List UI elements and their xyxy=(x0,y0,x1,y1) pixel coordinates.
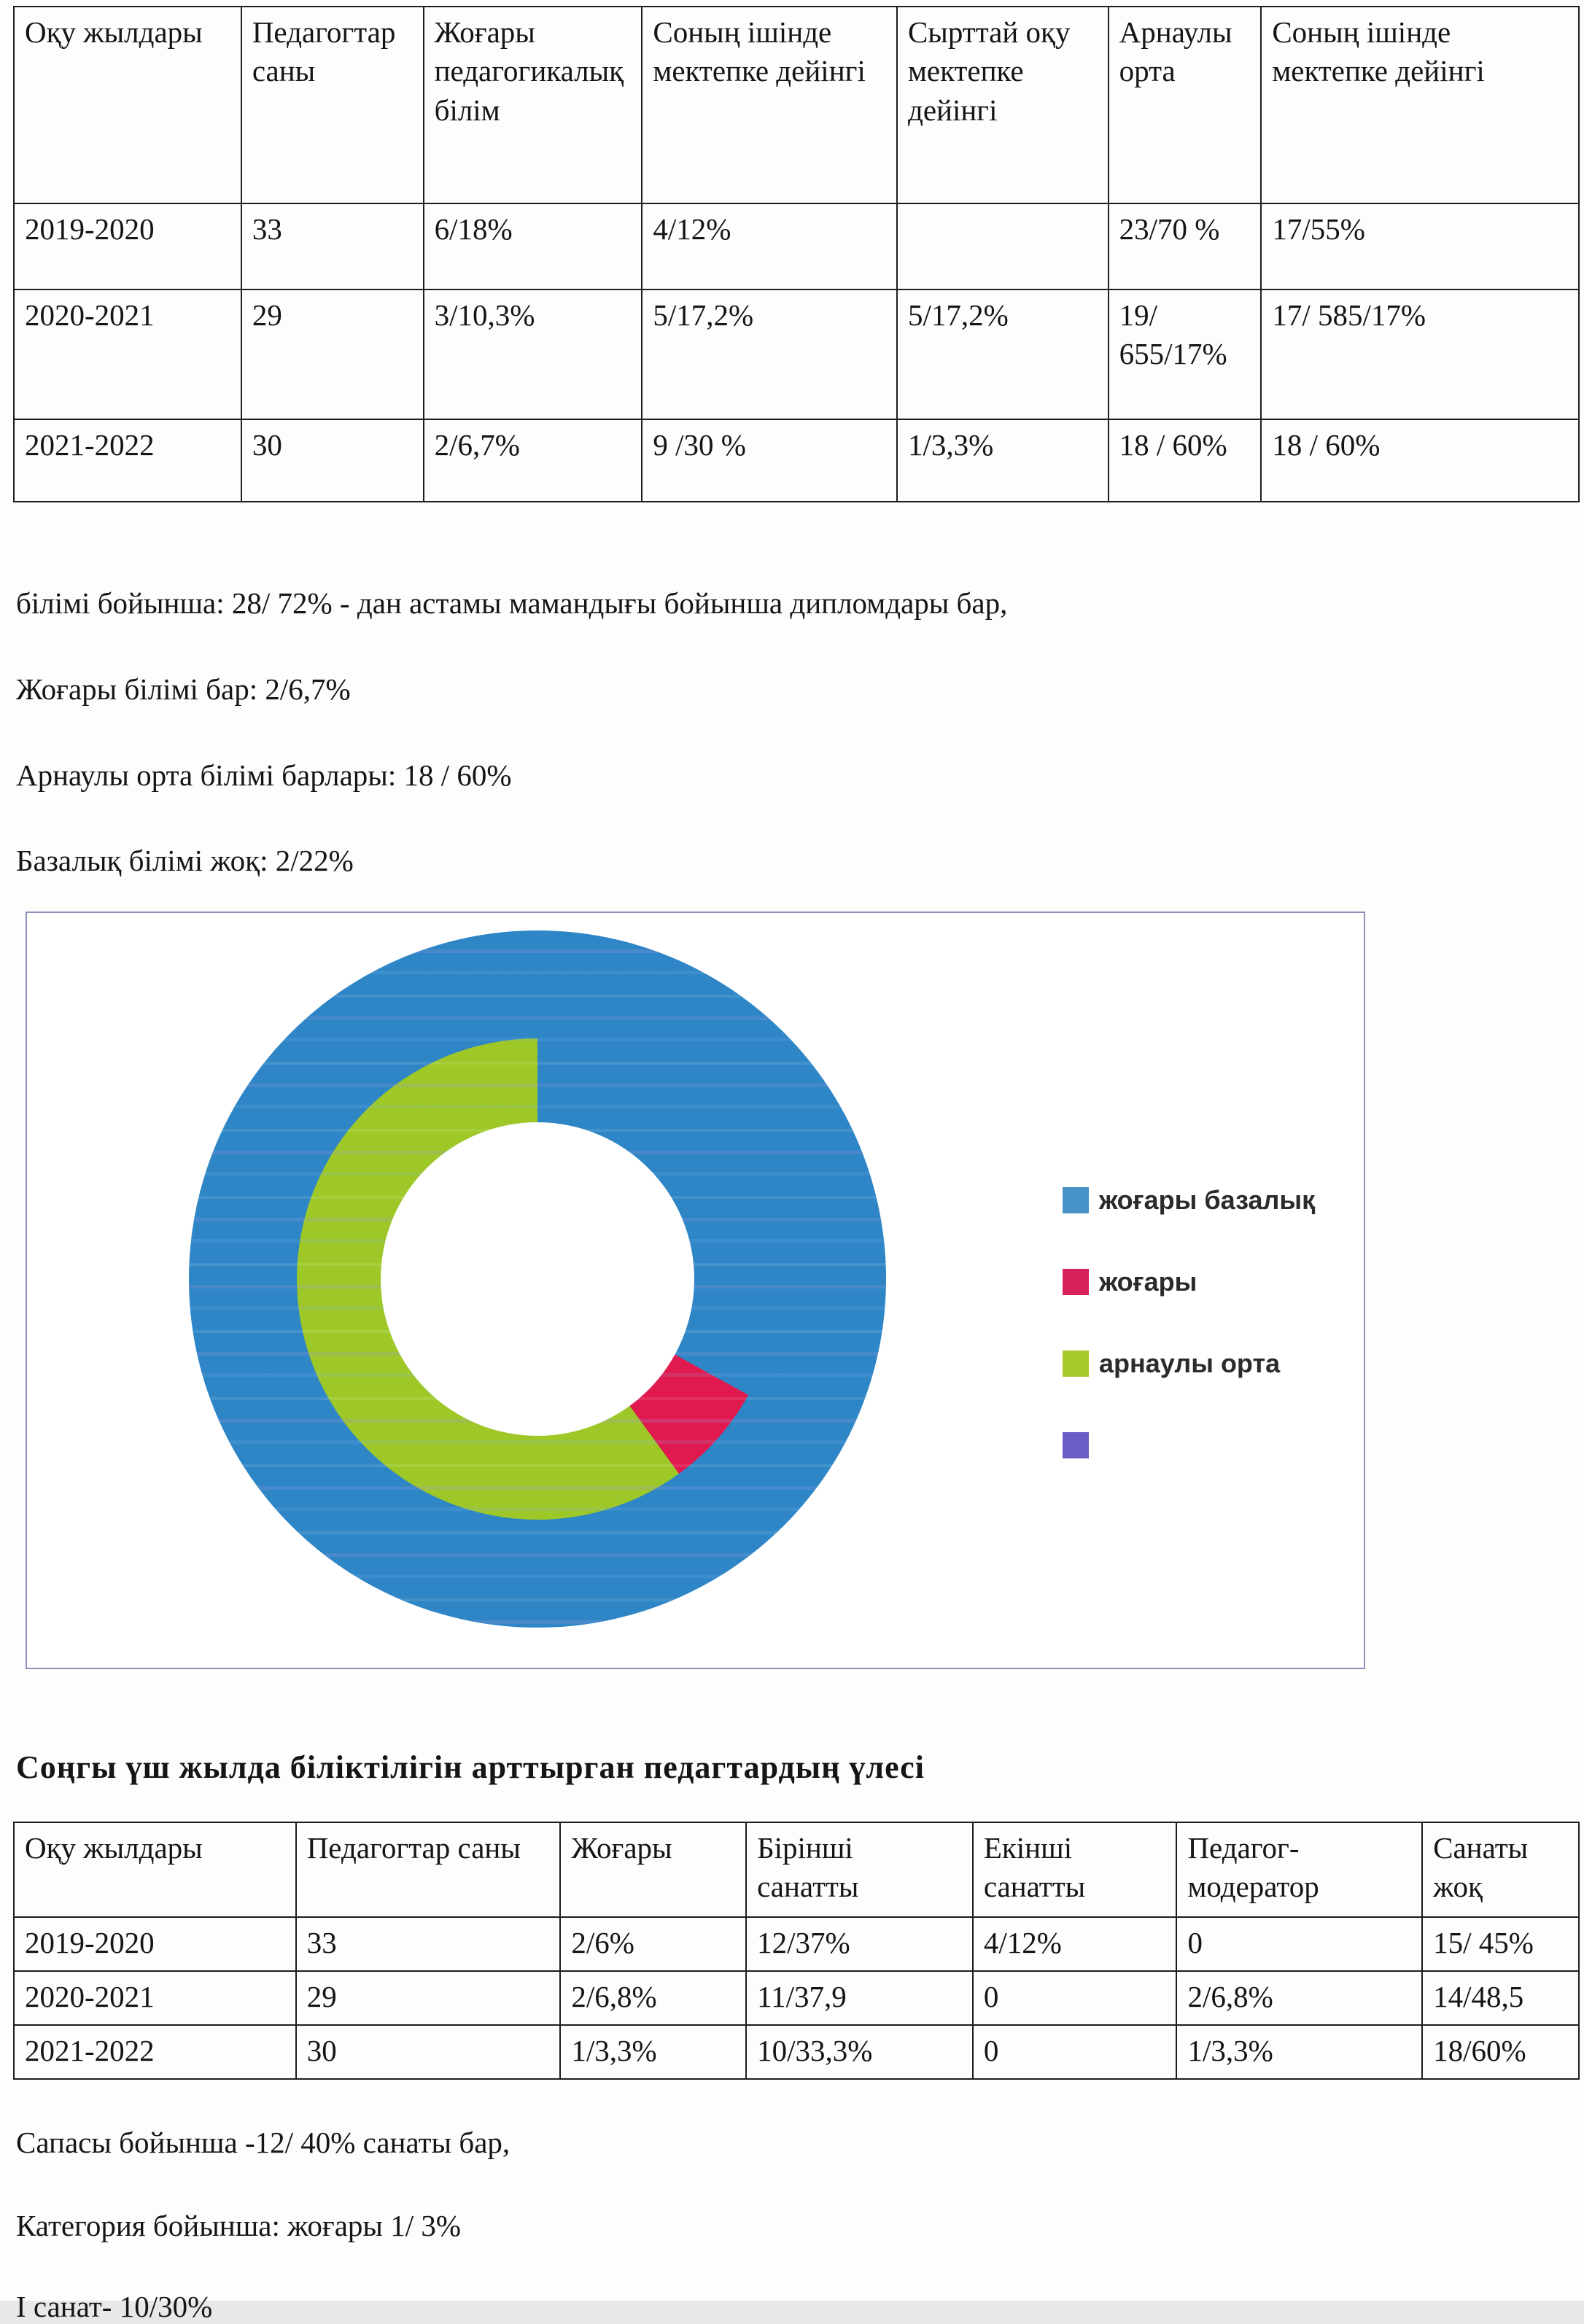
legend-label: жоғары базалық xyxy=(1099,1185,1316,1215)
doughnut-plot-area xyxy=(189,930,886,1628)
legend-swatch xyxy=(1063,1269,1089,1295)
legend-item xyxy=(1063,1266,1315,1298)
table-cell: 18 / 60% xyxy=(1109,419,1262,502)
note-education-3: Арнаулы орта білімі барлары: 18 / 60% xyxy=(16,758,512,792)
table-row xyxy=(14,1971,1579,2025)
column-header: Оқу жылдары xyxy=(14,1822,296,1917)
education-table-header-row xyxy=(14,7,1579,203)
column-header: Педагогтар саны xyxy=(296,1822,561,1917)
year-cell: 2019-2020 xyxy=(14,203,241,289)
year-cell: 2020-2021 xyxy=(14,289,241,419)
note-education-1: білімі бойынша: 28/ 72% - дан астамы мамандығы бойынша дипломдары бар, xyxy=(16,586,1008,620)
legend-swatch xyxy=(1063,1187,1089,1213)
table-cell: 0 xyxy=(973,1971,1177,2025)
legend-label: арнаулы орта xyxy=(1099,1348,1281,1378)
table-cell: 5/17,2% xyxy=(642,289,897,419)
table-cell xyxy=(897,203,1109,289)
table-cell: 5/17,2% xyxy=(897,289,1109,419)
table-row xyxy=(14,2025,1579,2079)
table-cell: 17/ 585/17% xyxy=(1261,289,1579,419)
note-category-1: Сапасы бойынша -12/ 40% санаты бар, xyxy=(16,2126,510,2159)
note-education-2: Жоғары білімі бар: 2/6,7% xyxy=(16,672,351,706)
table-cell: 29 xyxy=(296,1971,561,2025)
year-cell: 2020-2021 xyxy=(14,1971,296,2025)
table-cell: 30 xyxy=(296,2025,561,2079)
legend-swatch xyxy=(1063,1351,1089,1377)
table-cell: 11/37,9 xyxy=(746,1971,973,2025)
table-cell: 2/6% xyxy=(560,1917,746,1971)
table-cell: 1/3,3% xyxy=(897,419,1109,502)
table-row xyxy=(14,419,1579,502)
column-header: Соның ішінде мектепке дейінгі xyxy=(1261,7,1579,203)
column-header: Арнаулы орта xyxy=(1109,7,1262,203)
table-cell: 19/ 655/17% xyxy=(1109,289,1262,419)
table-row xyxy=(14,203,1579,289)
column-header: Бірінші санатты xyxy=(746,1822,973,1917)
table-cell: 2/6,8% xyxy=(560,1971,746,2025)
column-header: Екінші санатты xyxy=(973,1822,1177,1917)
table-cell: 1/3,3% xyxy=(1176,2025,1422,2079)
column-header: Жоғары xyxy=(560,1822,746,1917)
table-cell: 4/12% xyxy=(642,203,897,289)
chart-legend xyxy=(1063,1184,1315,1511)
table-cell: 9 /30 % xyxy=(642,419,897,502)
table-cell: 0 xyxy=(1176,1917,1422,1971)
year-cell: 2021-2022 xyxy=(14,2025,296,2079)
table-cell: 6/18% xyxy=(424,203,642,289)
donut-hole xyxy=(381,1122,694,1436)
section-heading: Соңгы үш жылда біліктілігін арттырган педагтардың үлесі xyxy=(16,1749,925,1785)
table-cell: 23/70 % xyxy=(1109,203,1262,289)
table-cell: 29 xyxy=(241,289,424,419)
table-cell: 14/48,5 xyxy=(1422,1971,1579,2025)
education-table xyxy=(13,6,1580,502)
legend-swatch xyxy=(1063,1432,1089,1458)
column-header: Санаты жоқ xyxy=(1422,1822,1579,1917)
legend-item xyxy=(1063,1348,1315,1380)
table-cell: 3/10,3% xyxy=(424,289,642,419)
note-category-2: Категория бойынша: жоғары 1/ 3% xyxy=(16,2209,462,2242)
table-cell: 12/37% xyxy=(746,1917,973,1971)
table-cell: 18/60% xyxy=(1422,2025,1579,2079)
column-header: Оқу жылдары xyxy=(14,7,241,203)
table-cell: 1/3,3% xyxy=(560,2025,746,2079)
table-cell: 2/6,8% xyxy=(1176,1971,1422,2025)
table-cell: 33 xyxy=(296,1917,561,1971)
table-cell: 17/55% xyxy=(1261,203,1579,289)
column-header: Педагогтар саны xyxy=(241,7,424,203)
table-row xyxy=(14,289,1579,419)
note-category-3: І санат- 10/30% xyxy=(16,2290,213,2323)
table-cell: 18 / 60% xyxy=(1261,419,1579,502)
doughnut-chart xyxy=(26,912,1365,1669)
column-header: Сырттай оқу мектепке дейінгі xyxy=(897,7,1109,203)
year-cell: 2021-2022 xyxy=(14,419,241,502)
year-cell: 2019-2020 xyxy=(14,1917,296,1971)
category-table xyxy=(13,1822,1580,2080)
legend-label: жоғары xyxy=(1099,1267,1197,1297)
column-header: Жоғары педагогикалық білім xyxy=(424,7,642,203)
column-header: Соның ішінде мектепке дейінгі xyxy=(642,7,897,203)
legend-item xyxy=(1063,1184,1315,1216)
table-row xyxy=(14,1917,1579,1971)
table-cell: 2/6,7% xyxy=(424,419,642,502)
note-education-4: Базалық білімі жоқ: 2/22% xyxy=(16,844,354,877)
table-cell: 33 xyxy=(241,203,424,289)
table-cell: 30 xyxy=(241,419,424,502)
table-cell: 10/33,3% xyxy=(746,2025,973,2079)
column-header: Педагог-модератор xyxy=(1176,1822,1422,1917)
table-cell: 4/12% xyxy=(973,1917,1177,1971)
category-table-header-row xyxy=(14,1822,1579,1917)
legend-item xyxy=(1063,1429,1315,1461)
table-cell: 15/ 45% xyxy=(1422,1917,1579,1971)
table-cell: 0 xyxy=(973,2025,1177,2079)
